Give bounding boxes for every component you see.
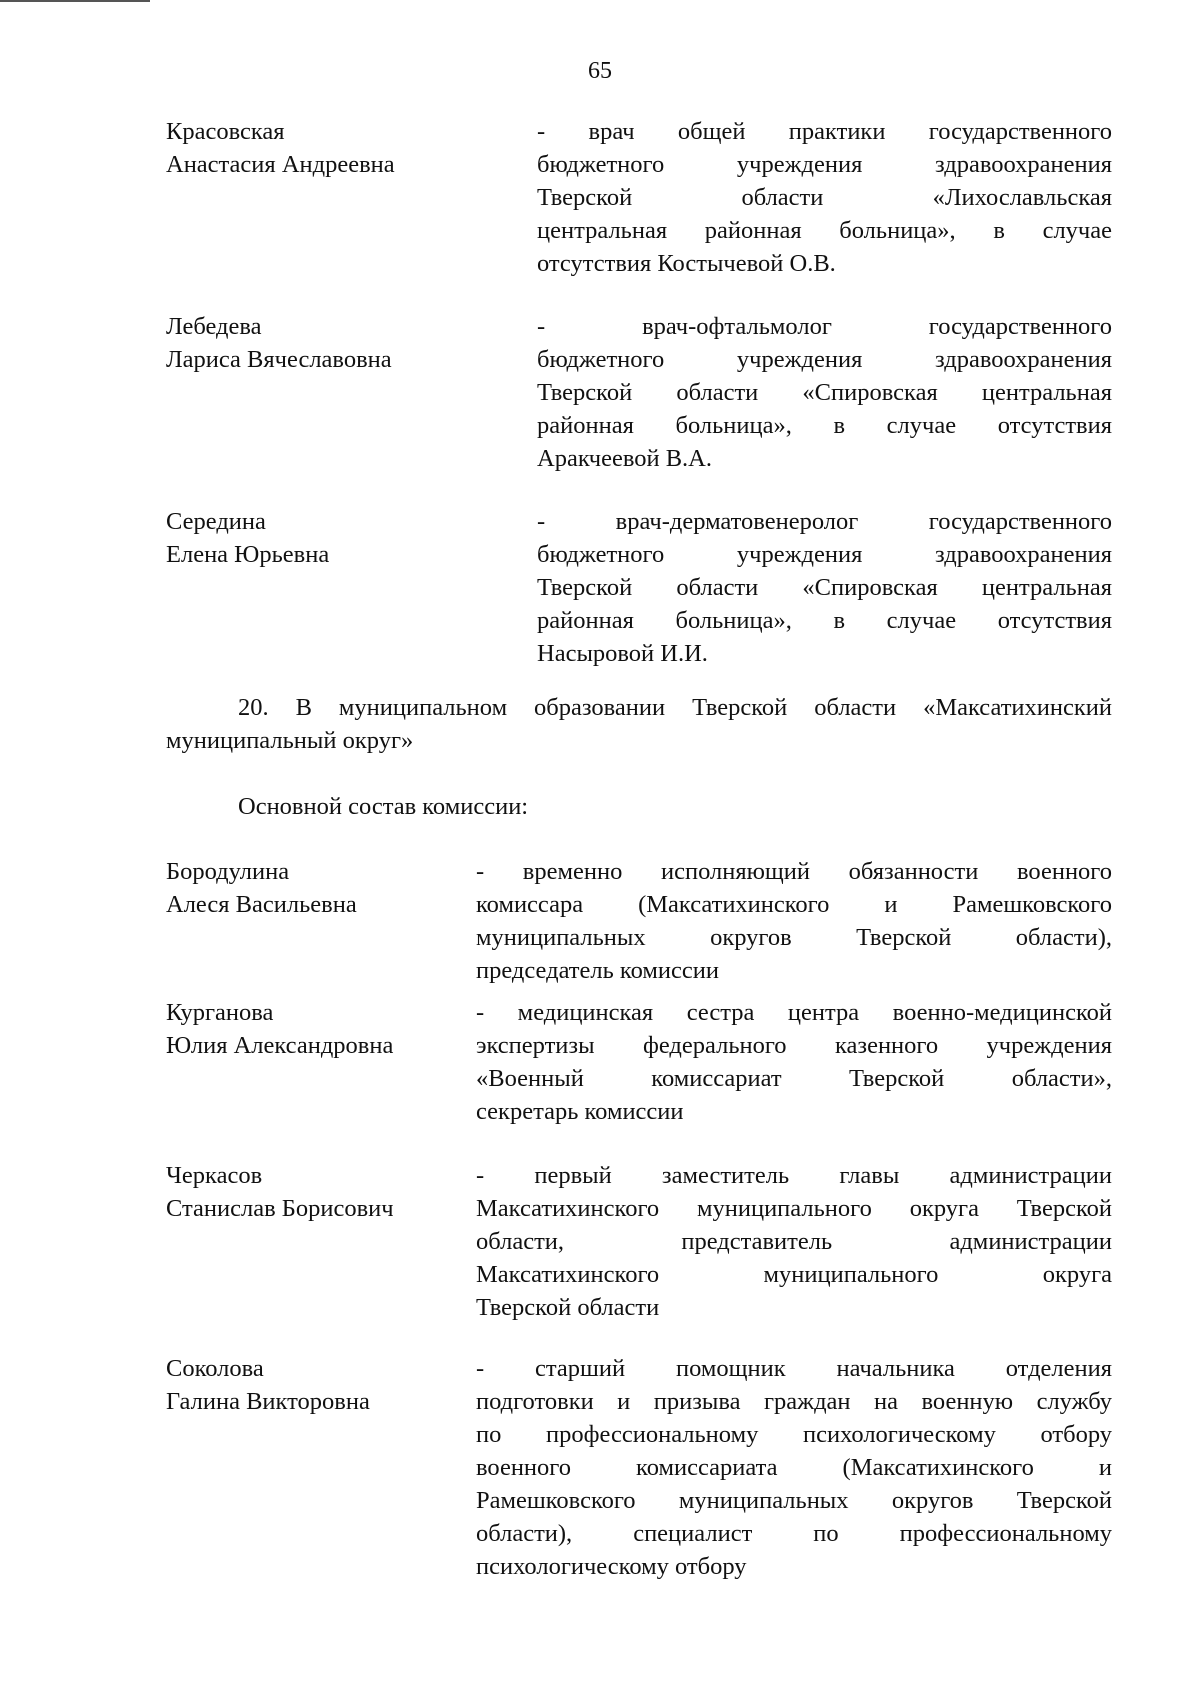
member-name xyxy=(166,1352,466,1418)
member-name xyxy=(166,505,466,571)
member-given-names: Анастасия Андреевна xyxy=(166,151,395,178)
member-role: - временно исполняющий обязанности военного комиссара (Максатихинского и Рамешковского муниципальных округов Тверской области), председатель комиссии xyxy=(476,858,1112,984)
member-surname: Черкасов xyxy=(166,1162,263,1189)
member-role: - медицинская сестра центра военно-медицинской экспертизы федерального казенного учреждения «Военный комиссариат Тверской области», секретарь комиссии xyxy=(476,999,1112,1125)
member-role: - старший помощник начальника отделения подготовки и призыва граждан на военную службу по профессиональному психологическому отбору военного комиссариата (Максатихинского и Рамешковского муниципальных округов Тверской области), специалист по профессиональному психологическому отбору xyxy=(476,1355,1112,1580)
top-border-line xyxy=(0,0,150,2)
member-role: - врач-дерматовенеролог государственного бюджетного учреждения здравоохранения Тверской области «Спировская центральная районная больница», в случае отсутствия Насыровой И.И. xyxy=(537,508,1112,667)
member-given-names: Алеся Васильевна xyxy=(166,891,357,918)
member-name xyxy=(166,1159,466,1225)
member-given-names: Станислав Борисович xyxy=(166,1195,394,1222)
member-name xyxy=(166,310,466,376)
member-given-names: Юлия Александровна xyxy=(166,1032,394,1059)
subheading: Основной состав комиссии: xyxy=(238,793,529,820)
member-given-names: Елена Юрьевна xyxy=(166,541,330,568)
member-name xyxy=(166,115,466,181)
member-given-names: Лариса Вячеславовна xyxy=(166,346,392,373)
page-number: 65 xyxy=(588,58,612,84)
member-role: - врач-офтальмолог государственного бюджетного учреждения здравоохранения Тверской области «Спировская центральная районная больница», в случае отсутствия Аракчеевой В.А. xyxy=(537,313,1112,472)
member-surname: Середина xyxy=(166,508,266,535)
member-surname: Красовская xyxy=(166,118,285,145)
member-name xyxy=(166,996,466,1062)
section-heading-line: 20. В муниципальном образовании Тверской области «Максатихинский xyxy=(238,694,1112,721)
member-surname: Курганова xyxy=(166,999,274,1026)
member-role: - врач общей практики государственного бюджетного учреждения здравоохранения Тверской области «Лихославльская центральная районная больница», в случае отсутствия Костычевой О.В. xyxy=(537,118,1112,277)
member-given-names: Галина Викторовна xyxy=(166,1388,370,1415)
member-surname: Бородулина xyxy=(166,858,290,885)
member-name xyxy=(166,855,466,921)
member-surname: Лебедева xyxy=(166,313,262,340)
section-heading-line: муниципальный округ» xyxy=(166,727,414,754)
section-heading xyxy=(166,691,1112,757)
member-surname: Соколова xyxy=(166,1355,264,1382)
member-role: - первый заместитель главы администрации Максатихинского муниципального округа Тверской области, представитель администрации Максатихинского муниципального округа Тверской области xyxy=(476,1162,1112,1321)
